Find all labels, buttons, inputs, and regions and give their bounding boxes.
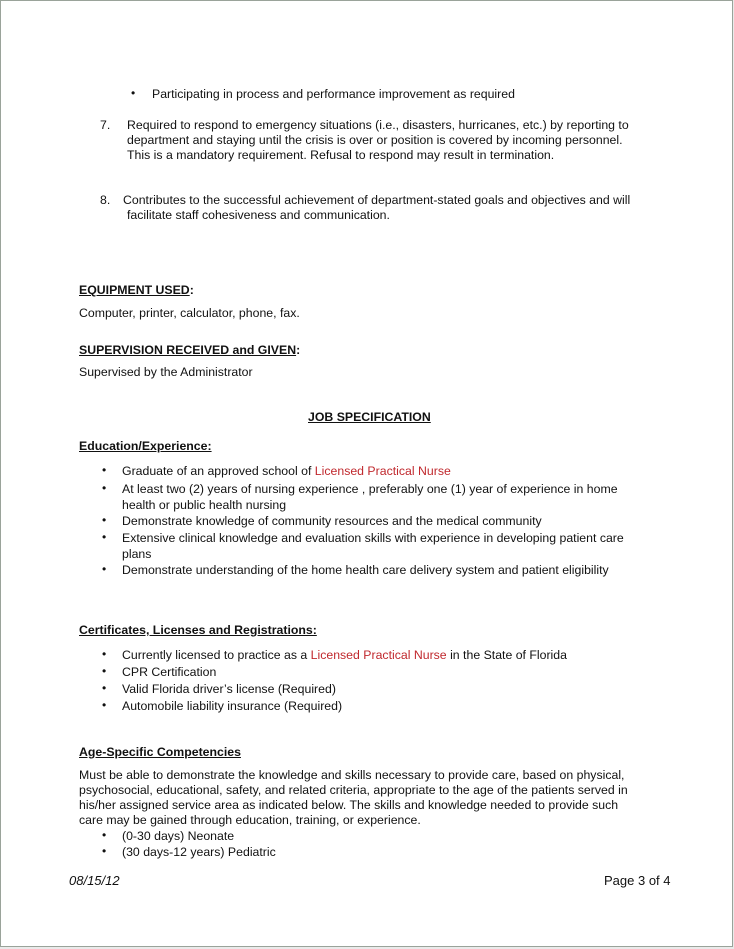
certificates-item-1-post: in the State of Florida (446, 648, 567, 662)
age-para-line-3: his/her assigned service area as indicated below. The skills and knowledge needed to provide such (79, 798, 619, 812)
equipment-text: Computer, printer, calculator, phone, fax. (79, 306, 300, 320)
equipment-heading-label: EQUIPMENT USED (79, 283, 190, 297)
certificates-item-1-pre: Currently licensed to practice as a (122, 648, 311, 662)
bullet-dot (102, 681, 106, 695)
certificates-item-4: Automobile liability insurance (Required) (122, 699, 343, 713)
age-heading: Age-Specific Competencies (79, 745, 241, 759)
bullet-dot (102, 463, 106, 477)
item-number: 8. (100, 193, 111, 207)
footer-date: 08/15/12 (69, 873, 120, 888)
heading-colon: : (296, 343, 301, 357)
age-item-1: (0-30 days) Neonate (122, 829, 235, 843)
education-item-3: Demonstrate knowledge of community resources and the medical community (122, 514, 542, 528)
education-item-5: Demonstrate understanding of the home health care delivery system and patient eligibility (122, 563, 609, 577)
education-item-4-line-2: plans (122, 547, 152, 561)
license-highlight: Licensed Practical Nurse (310, 648, 447, 662)
license-highlight: Licensed Practical Nurse (314, 464, 451, 478)
item-number: 7. (100, 118, 111, 132)
item-8-line-2: facilitate staff cohesiveness and communication. (127, 208, 390, 222)
bullet-dot (102, 698, 106, 712)
job-spec-heading: JOB SPECIFICATION (308, 410, 431, 424)
education-heading: Education/Experience: (79, 439, 212, 453)
education-item-2-line-2: health or public health nursing (122, 498, 287, 512)
bullet-dot (102, 562, 106, 576)
education-item-4-line-1: Extensive clinical knowledge and evaluation skills with experience in developing patient care (122, 531, 624, 545)
item-7-line-3: This is a mandatory requirement. Refusal to respond may result in termination. (127, 148, 555, 162)
bullet-dot (102, 664, 106, 678)
top-bullet-text: Participating in process and performance improvement as required (152, 87, 515, 101)
bullet-dot (102, 647, 106, 661)
supervision-heading-label: SUPERVISION RECEIVED and GIVEN (79, 343, 297, 357)
education-item-1-pre: Graduate of an approved school of (122, 464, 315, 478)
footer-page-number: Page 3 of 4 (604, 873, 671, 888)
education-item-1 (122, 464, 451, 480)
item-8-line-1: Contributes to the successful achievement of department-stated goals and objectives and will (123, 193, 631, 207)
bullet-dot (102, 844, 106, 858)
age-para-line-4: care may be gained through education, training, or experience. (79, 813, 421, 827)
certificates-item-2: CPR Certification (122, 665, 217, 679)
heading-colon: : (189, 283, 194, 297)
bullet-dot (102, 530, 106, 544)
supervision-text: Supervised by the Administrator (79, 365, 253, 379)
equipment-heading (79, 283, 194, 299)
item-7-line-2: department and staying until the crisis is over or position is covered by incoming personnel. (127, 133, 623, 147)
item-7-line-1: Required to respond to emergency situations (i.e., disasters, hurricanes, etc.) by reporting to (127, 118, 629, 132)
education-item-2-line-1: At least two (2) years of nursing experience , preferably one (1) year of experience in home (122, 482, 618, 496)
certificates-item-1 (122, 648, 567, 664)
certificates-heading: Certificates, Licenses and Registrations: (79, 623, 317, 637)
age-para-line-2: psychosocial, educational, safety, and related criteria, appropriate to the age of the patients served in (79, 783, 628, 797)
bullet-dot (102, 481, 106, 495)
age-para-line-1: Must be able to demonstrate the knowledge and skills necessary to provide care, based on physical, (79, 768, 625, 782)
certificates-item-3: Valid Florida driver’s license (Required) (122, 682, 336, 696)
age-item-2: (30 days-12 years) Pediatric (122, 845, 276, 859)
supervision-heading (79, 343, 300, 359)
bullet-dot (131, 86, 135, 100)
bullet-dot (102, 513, 106, 527)
bullet-dot (102, 828, 106, 842)
